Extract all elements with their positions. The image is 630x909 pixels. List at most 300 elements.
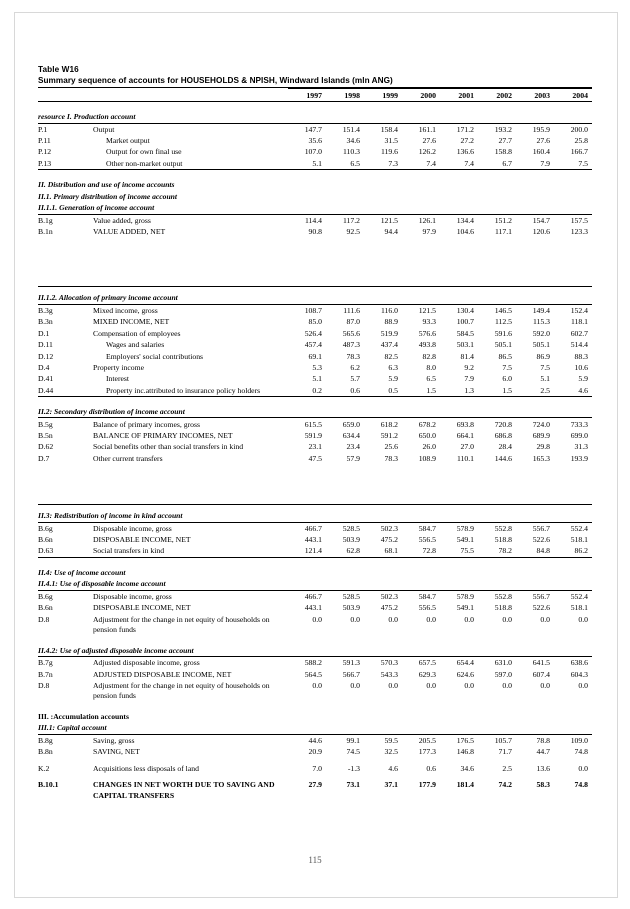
- row-label: Adjusted disposable income, gross: [93, 658, 200, 668]
- cell-2003: 86.9: [536, 351, 550, 361]
- row-label-line2: pension funds: [93, 624, 136, 634]
- cell-2002: 86.5: [498, 351, 512, 361]
- table-row: [38, 339, 592, 350]
- section-heading-accumulation-accounts: [38, 711, 592, 723]
- row-label: CHANGES IN NET WORTH DUE TO SAVING AND: [93, 780, 275, 790]
- row-label: SAVING, NET: [93, 747, 140, 757]
- cell-2004: 518.1: [570, 535, 588, 545]
- cell-1998: 99.1: [346, 736, 360, 746]
- row-code: B.1n: [38, 227, 53, 237]
- cell-1999: 7.3: [364, 158, 402, 170]
- cell-2000: 584.7: [418, 523, 436, 533]
- cell-2000: 177.9: [418, 780, 436, 790]
- cell-2003: 5.1: [540, 374, 550, 384]
- cell-2004: 86.2: [554, 545, 592, 557]
- cell-1998: 151.4: [342, 124, 360, 134]
- cell-1997: 85.0: [308, 317, 322, 327]
- cell-1998: 92.5: [346, 227, 360, 237]
- cell-1999: 570.3: [380, 658, 398, 668]
- section-heading-label: II.1.1. Generation of income account: [38, 202, 592, 214]
- cell-2003: 0.0: [540, 614, 550, 624]
- spacer: [38, 464, 592, 484]
- header-blank-label: [68, 89, 288, 102]
- row-code: B.8n: [38, 747, 53, 757]
- table-id: Table W16: [38, 65, 79, 74]
- spacer: [38, 266, 592, 286]
- column-header-2000: 2000: [402, 89, 440, 102]
- cell-2002: 144.6: [494, 453, 512, 463]
- cell-1999: 543.3: [380, 669, 398, 679]
- cell-1998: 659.0: [342, 419, 360, 429]
- cell-2000: 27.6: [422, 135, 436, 145]
- cell-2003: 689.9: [532, 430, 550, 440]
- section-heading-label: II.1. Primary distribution of income account: [38, 191, 178, 201]
- cell-2003: 149.4: [532, 305, 550, 315]
- table-row: [38, 668, 592, 679]
- cell-2002: 27.7: [498, 135, 512, 145]
- column-header-1997: 1997: [288, 89, 326, 102]
- table-row: [38, 226, 592, 237]
- cell-2001: 9.2: [464, 362, 474, 372]
- row-label: Value added, gross: [93, 215, 151, 225]
- cell-2000: 493.8: [418, 340, 436, 350]
- table-row-total: [38, 779, 592, 790]
- cell-2000: 7.4: [402, 158, 440, 170]
- table-row: [38, 316, 592, 327]
- spacer: [38, 246, 592, 266]
- cell-2003: 165.3: [532, 453, 550, 463]
- section-heading-use-of-income: [38, 567, 592, 579]
- row-label: Social transfers in kind: [68, 545, 288, 557]
- section-heading-label: II.2: Secondary distribution of income account: [38, 406, 592, 418]
- cell-1999: 0.5: [364, 385, 402, 397]
- cell-2001: 27.0: [460, 442, 474, 452]
- row-label: Saving, gross: [93, 736, 135, 746]
- cell-1997: 7.0: [312, 763, 322, 773]
- table-row: [38, 123, 592, 135]
- cell-2004: 5.9: [578, 374, 588, 384]
- cell-2004: 74.8: [574, 780, 588, 790]
- cell-2003: 505.1: [532, 340, 550, 350]
- header-blank-code: [38, 89, 68, 102]
- table-row: [38, 590, 592, 602]
- cell-2002: 552.8: [494, 591, 512, 601]
- table-row: [38, 545, 592, 557]
- cell-1998: 78.3: [346, 351, 360, 361]
- cell-1998: 0.0: [350, 614, 360, 624]
- section-heading-label: III. :Accumulation accounts: [38, 711, 129, 721]
- cell-2003: 27.6: [536, 135, 550, 145]
- cell-1997: 615.5: [304, 419, 322, 429]
- row-label: Other non-market output: [68, 158, 288, 170]
- column-header-2002: 2002: [478, 89, 516, 102]
- cell-1997: 121.4: [288, 545, 326, 557]
- cell-2000: 650.0: [418, 430, 436, 440]
- cell-2001: 171.2: [456, 124, 474, 134]
- table-row: [38, 441, 592, 452]
- table-row: [38, 680, 592, 691]
- cell-1999: 78.3: [384, 453, 398, 463]
- cell-1998: 74.5: [346, 747, 360, 757]
- cell-2000: 584.7: [418, 591, 436, 601]
- cell-1997: 44.6: [308, 736, 322, 746]
- spacer: [38, 702, 592, 711]
- spacer: [38, 636, 592, 645]
- cell-2004: 604.3: [570, 669, 588, 679]
- row-label: Adjustment for the change in net equity of households on: [93, 680, 270, 690]
- row-code: D.41: [38, 374, 54, 384]
- section-heading-generation-of-income: [38, 202, 592, 214]
- cell-1997: 588.2: [304, 658, 322, 668]
- row-label: Employers' social contributions: [106, 351, 204, 361]
- cell-2003: 2.5: [516, 385, 554, 397]
- cell-1999: 31.5: [384, 135, 398, 145]
- cell-2004: 733.3: [570, 419, 588, 429]
- cell-1997: 0.2: [288, 385, 326, 397]
- cell-2002: 631.0: [494, 658, 512, 668]
- table-row: [38, 453, 592, 464]
- cell-1999: 6.3: [388, 362, 398, 372]
- spacer: [38, 237, 592, 246]
- section-heading-label: II.4.1: Use of disposable income account: [38, 578, 592, 590]
- row-label: MIXED INCOME, NET: [93, 317, 170, 327]
- section-heading-label: II.3: Redistribution of income in kind account: [38, 510, 592, 522]
- cell-1998: 23.4: [346, 442, 360, 452]
- row-code: D.8: [38, 614, 50, 624]
- cell-2001: 0.0: [464, 614, 474, 624]
- cell-2003: 724.0: [532, 419, 550, 429]
- cell-2002: 74.2: [498, 780, 512, 790]
- cell-2001: 27.2: [460, 135, 474, 145]
- section-heading-label: II.1.2. Allocation of primary income account: [38, 292, 592, 304]
- column-header-2003: 2003: [516, 89, 554, 102]
- cell-1998: 528.5: [342, 591, 360, 601]
- cell-1999: 82.5: [384, 351, 398, 361]
- table-row: [38, 430, 592, 441]
- cell-2003: 607.4: [532, 669, 550, 679]
- cell-1999: 475.2: [380, 603, 398, 613]
- row-label: Balance of primary incomes, gross: [93, 419, 200, 429]
- row-code: D.4: [38, 362, 50, 372]
- cell-2002: 1.5: [478, 385, 516, 397]
- cell-1997: 457.4: [304, 340, 322, 350]
- cell-1999: 37.1: [384, 780, 398, 790]
- cell-2001: 176.5: [456, 736, 474, 746]
- cell-2001: 34.6: [460, 763, 474, 773]
- cell-2000: 177.3: [418, 747, 436, 757]
- cell-1999: 519.9: [380, 328, 398, 338]
- row-code: B.8g: [38, 736, 53, 746]
- row-label: DISPOSABLE INCOME, NET: [93, 535, 191, 545]
- row-label: Other current transfers: [93, 453, 163, 463]
- cell-2003: 556.7: [532, 591, 550, 601]
- section-heading-capital-account: [38, 722, 592, 734]
- section-heading-label: II.4: Use of income account: [38, 567, 126, 577]
- cell-2000: 72.8: [402, 545, 440, 557]
- cell-1999: 502.3: [380, 523, 398, 533]
- cell-1998: -1.3: [347, 763, 360, 773]
- spacer: [38, 484, 592, 504]
- cell-1998: 591.3: [342, 658, 360, 668]
- row-code: K.2: [38, 763, 50, 773]
- row-code: P.13: [38, 158, 68, 170]
- table-row: [38, 158, 592, 170]
- row-code: D.62: [38, 442, 54, 452]
- table-row: [38, 373, 592, 384]
- cell-1998: 57.9: [346, 453, 360, 463]
- cell-1997: 20.9: [308, 747, 322, 757]
- cell-1998: 6.5: [326, 158, 364, 170]
- cell-2003: 44.7: [536, 747, 550, 757]
- cell-1999: 475.2: [380, 535, 398, 545]
- table-row: [38, 385, 592, 397]
- cell-2002: 597.0: [494, 669, 512, 679]
- cell-1999: 121.5: [380, 215, 398, 225]
- table-row: [38, 350, 592, 361]
- cell-1998: 110.3: [342, 147, 360, 157]
- cell-2003: 84.8: [516, 545, 554, 557]
- cell-2000: 0.0: [426, 614, 436, 624]
- cell-2001: 664.1: [456, 430, 474, 440]
- row-label: VALUE ADDED, NET: [93, 227, 166, 237]
- row-label-line2: pension funds: [93, 691, 136, 701]
- cell-1997: 5.1: [312, 374, 322, 384]
- row-label: Disposable income, gross: [93, 591, 172, 601]
- cell-1998: 117.2: [342, 215, 360, 225]
- cell-2000: 8.0: [426, 362, 436, 372]
- cell-2003: 0.0: [540, 680, 550, 690]
- table-row: [38, 534, 592, 545]
- cell-1999: 116.0: [380, 305, 398, 315]
- column-header-1999: 1999: [364, 89, 402, 102]
- row-code: P.11: [38, 135, 51, 145]
- cell-2002: 2.5: [502, 763, 512, 773]
- cell-1997: 108.7: [304, 305, 322, 315]
- cell-2004: 7.5: [554, 158, 592, 170]
- table-row: [38, 362, 592, 373]
- cell-1997: 5.3: [312, 362, 322, 372]
- cell-2002: 158.8: [494, 147, 512, 157]
- table-row-continuation: [38, 625, 592, 636]
- cell-1998: 73.1: [346, 780, 360, 790]
- section-heading-primary-distribution: [38, 191, 592, 203]
- cell-1999: 158.4: [380, 124, 398, 134]
- row-label: Output for own final use: [106, 147, 182, 157]
- row-label: Wages and salaries: [106, 340, 165, 350]
- table-title: Summary sequence of accounts for HOUSEHOLDS & NPISH, Windward Islands (mln ANG): [38, 75, 592, 88]
- accounts-table: [38, 88, 592, 801]
- cell-2002: 78.2: [478, 545, 516, 557]
- cell-2004: 88.3: [574, 351, 588, 361]
- table-row-continuation: [38, 691, 592, 702]
- cell-2001: 181.4: [456, 780, 474, 790]
- table-container: [38, 64, 592, 801]
- cell-1998: 87.0: [346, 317, 360, 327]
- row-code-empty: [38, 625, 68, 636]
- cell-2004: 552.4: [570, 591, 588, 601]
- cell-1998: 111.6: [343, 305, 360, 315]
- section-heading-use-of-disposable-income: [38, 578, 592, 590]
- cell-1997: 526.4: [304, 328, 322, 338]
- cell-1997: 35.6: [308, 135, 322, 145]
- cell-2003: 120.6: [532, 227, 550, 237]
- cell-2004: 193.9: [570, 453, 588, 463]
- cell-1998: 5.7: [350, 374, 360, 384]
- cell-2000: 205.5: [418, 736, 436, 746]
- row-label: ADJUSTED DISPOSABLE INCOME, NET: [93, 669, 232, 679]
- cell-2001: 503.1: [456, 340, 474, 350]
- cell-2000: 126.2: [418, 147, 436, 157]
- row-label: Disposable income, gross: [93, 523, 172, 533]
- row-code: B.6n: [38, 535, 53, 545]
- cell-2000: 108.9: [418, 453, 436, 463]
- cell-2001: 624.6: [456, 669, 474, 679]
- row-code: P.1: [38, 124, 48, 134]
- cell-2000: 126.1: [418, 215, 436, 225]
- table-row: [38, 304, 592, 316]
- cell-2002: 28.4: [498, 442, 512, 452]
- cell-2003: 115.3: [532, 317, 550, 327]
- row-label: Output: [93, 124, 115, 134]
- cell-2004: 25.8: [574, 135, 588, 145]
- column-header-2001: 2001: [440, 89, 478, 102]
- cell-2002: 71.7: [498, 747, 512, 757]
- cell-1999: 32.5: [384, 747, 398, 757]
- cell-2004: 638.6: [570, 658, 588, 668]
- cell-2002: 591.6: [494, 328, 512, 338]
- cell-1998: 503.9: [342, 535, 360, 545]
- column-header-2004: 2004: [554, 89, 592, 102]
- cell-2000: 1.5: [402, 385, 440, 397]
- cell-2000: 161.1: [418, 124, 436, 134]
- row-code: B.7g: [38, 658, 53, 668]
- cell-1998: 528.5: [342, 523, 360, 533]
- cell-1997: 466.7: [304, 523, 322, 533]
- section-heading-use-of-adjusted-disposable-income: [38, 645, 592, 657]
- cell-1997: 23.1: [308, 442, 322, 452]
- cell-1999: 437.4: [380, 340, 398, 350]
- cell-2003: 592.0: [532, 328, 550, 338]
- row-label: Social benefits other than social transfers in kind: [93, 442, 244, 452]
- cell-2001: 549.1: [456, 535, 474, 545]
- row-code: B.5g: [38, 419, 53, 429]
- cell-2000: 97.9: [422, 227, 436, 237]
- cell-2000: 93.3: [422, 317, 436, 327]
- cell-2001: 136.6: [456, 147, 474, 157]
- table-row: [38, 418, 592, 430]
- cell-1998: 503.9: [342, 603, 360, 613]
- cell-2004: 157.5: [570, 215, 588, 225]
- cell-2003: 29.8: [536, 442, 550, 452]
- row-code: B.1g: [38, 215, 53, 225]
- cell-1999: 0.0: [388, 614, 398, 624]
- cell-1999: 4.6: [388, 763, 398, 773]
- cell-2003: 522.6: [532, 603, 550, 613]
- cell-2001: 693.8: [456, 419, 474, 429]
- cell-2003: 7.9: [516, 158, 554, 170]
- cell-2003: 160.4: [532, 147, 550, 157]
- cell-2003: 78.8: [536, 736, 550, 746]
- section-heading-label: II.4.2: Use of adjusted disposable income account: [38, 645, 592, 657]
- cell-2002: 505.1: [494, 340, 512, 350]
- cell-2002: 720.8: [494, 419, 512, 429]
- cell-2004: 514.4: [570, 340, 588, 350]
- cell-2004: 518.1: [570, 603, 588, 613]
- cell-2002: 105.7: [494, 736, 512, 746]
- cell-2001: 130.4: [456, 305, 474, 315]
- table-header-row: [38, 89, 592, 102]
- cell-2002: 0.0: [502, 680, 512, 690]
- cell-1998: 487.3: [342, 340, 360, 350]
- cell-1998: 0.0: [350, 680, 360, 690]
- table-row: [38, 602, 592, 613]
- cell-2003: 641.5: [532, 658, 550, 668]
- cell-2000: 657.5: [418, 658, 436, 668]
- cell-2004: 699.0: [570, 430, 588, 440]
- cell-1998: 62.8: [326, 545, 364, 557]
- page-number: 115: [308, 855, 322, 865]
- column-header-1998: 1998: [326, 89, 364, 102]
- cell-2001: 0.0: [464, 680, 474, 690]
- spacer: [38, 170, 592, 180]
- row-code: B.6n: [38, 603, 53, 613]
- cell-1997: 5.1: [288, 158, 326, 170]
- row-label: Adjustment for the change in net equity of households on: [93, 614, 270, 624]
- cell-2003: 556.7: [532, 523, 550, 533]
- row-code-empty: [38, 791, 68, 802]
- cell-1997: 107.0: [304, 147, 322, 157]
- row-code: B.6g: [38, 523, 53, 533]
- cell-2004: 4.6: [554, 385, 592, 397]
- cell-2001: 146.8: [456, 747, 474, 757]
- section-heading-distribution: [38, 179, 592, 191]
- cell-1997: 0.0: [312, 614, 322, 624]
- cell-2002: 7.5: [502, 362, 512, 372]
- cell-1997: 443.1: [304, 535, 322, 545]
- cell-2001: 584.5: [456, 328, 474, 338]
- table-row: [38, 763, 592, 774]
- cell-2003: 522.6: [532, 535, 550, 545]
- cell-2004: 152.4: [570, 305, 588, 315]
- cell-1998: 565.6: [342, 328, 360, 338]
- cell-2003: 58.3: [536, 780, 550, 790]
- cell-2001: 100.7: [456, 317, 474, 327]
- cell-2002: 6.7: [478, 158, 516, 170]
- cell-2000: 629.3: [418, 669, 436, 679]
- table-row: [38, 657, 592, 669]
- cell-2000: 26.0: [422, 442, 436, 452]
- row-code: D.8: [38, 680, 50, 690]
- cell-2004: 118.1: [570, 317, 588, 327]
- row-code: B.5n: [38, 430, 53, 440]
- cell-2000: 678.2: [418, 419, 436, 429]
- cell-1997: 443.1: [304, 603, 322, 613]
- cell-2001: 578.9: [456, 523, 474, 533]
- row-label: Acquisitions less disposals of land: [93, 763, 199, 773]
- row-label: Compensation of employees: [93, 328, 181, 338]
- cell-1998: 34.6: [346, 135, 360, 145]
- section-heading-label: II. Distribution and use of income accounts: [38, 180, 175, 190]
- cell-1999: 591.2: [380, 430, 398, 440]
- table-row: [38, 613, 592, 624]
- row-label: BALANCE OF PRIMARY INCOMES, NET: [93, 430, 233, 440]
- cell-2001: 654.4: [456, 658, 474, 668]
- row-code: B.7n: [38, 669, 53, 679]
- spacer: [38, 102, 592, 112]
- section-heading-production: [38, 111, 592, 123]
- cell-2001: 549.1: [456, 603, 474, 613]
- cell-2002: 146.5: [494, 305, 512, 315]
